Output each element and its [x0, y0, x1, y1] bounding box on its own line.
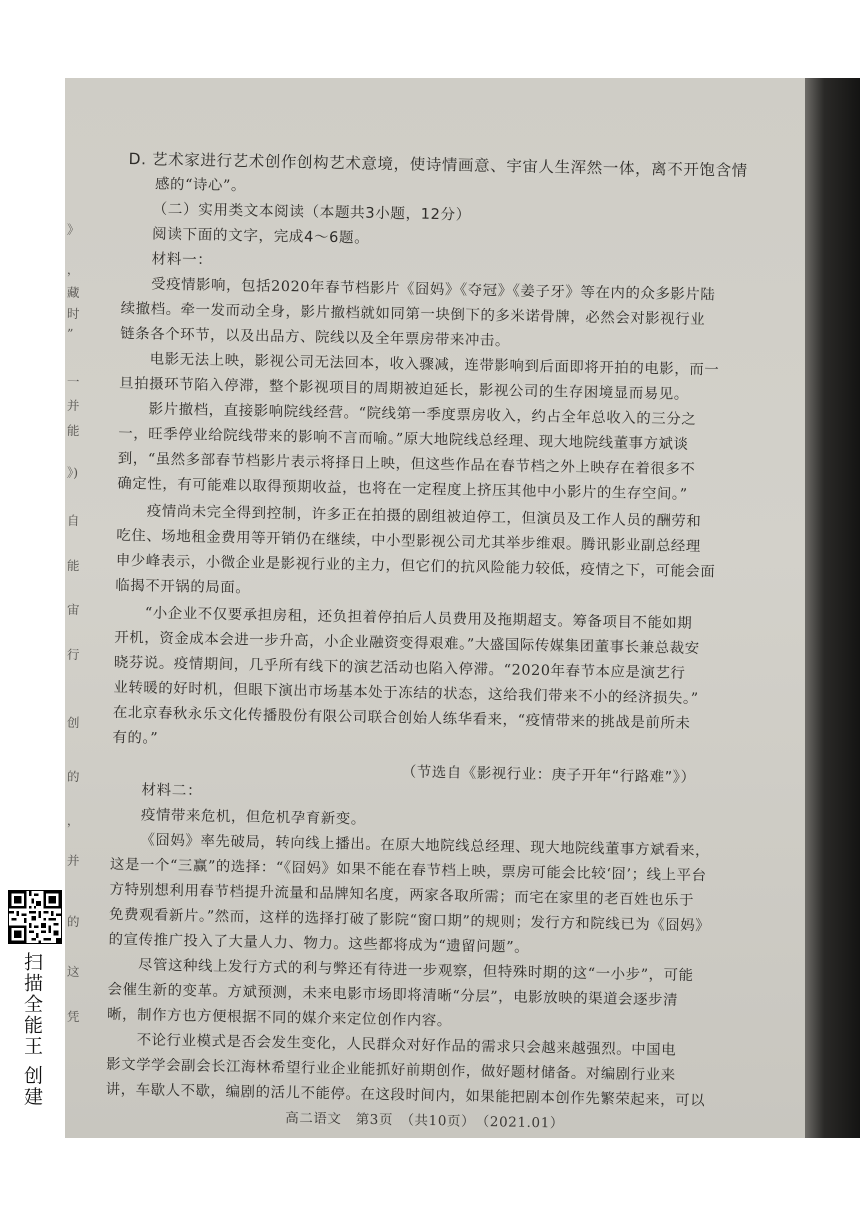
- section-heading: （二）实用类文本阅读（本题共3小题，12分）: [152, 200, 472, 224]
- paragraph-line: 晰，制作方也方便根据不同的媒介来定位创作内容。: [106, 1006, 453, 1030]
- margin-char: 并: [66, 397, 80, 414]
- paragraph-line: 这是一个“三赢”的选择：“《囧妈》如果不能在春节档上映，票房可能会比较‘囧’；线上平台: [109, 856, 707, 885]
- material-2-label: 材料二：: [141, 781, 203, 800]
- material-1-label: 材料一：: [151, 250, 213, 269]
- paragraph-line: 影文学学会副会长江海林希望行业企业能抓好前期创作，做好题材储备。对编剧行业来: [106, 1056, 676, 1084]
- page-shadow-edge: [805, 78, 860, 1138]
- page-footer: 高二语文 第3页 （共10页） （2021.01）: [285, 1110, 565, 1132]
- option-d-line-2: 感的“诗心”。: [154, 176, 247, 195]
- margin-char: 自: [66, 512, 80, 529]
- qr-code-icon: [8, 890, 62, 944]
- paragraph-line: 到，“虽然多部春节档影片表示将择日上映，但这些作品在春节档之外上映存在着很多不: [117, 450, 696, 478]
- margin-char: 藏: [66, 284, 80, 301]
- paragraph-line: “小企业不仅要承担房租，还负担着停拍后人员费用及拖期超支。筹备项目不能如期: [144, 605, 693, 632]
- paragraph-line: 免费观看新片。”然而，这样的选择打破了影院“窗口期”的规则；发行方和院线已为《囧妈》: [108, 906, 711, 935]
- paragraph-line: 续撤档。牵一发而动全身，影片撤档就如同第一块倒下的多米诺骨牌，必然会对影视行业: [120, 300, 706, 329]
- margin-char: 时: [66, 305, 80, 322]
- exam-page: [65, 78, 815, 1138]
- margin-char: 并: [66, 852, 80, 869]
- paragraph-line: 确定性，有可能难以取得预期收益，也将在一定程度上挤压其他中小影片的生存空间。”: [117, 475, 688, 503]
- margin-char: 》): [66, 464, 79, 481]
- margin-char: 能: [66, 557, 80, 574]
- margin-char: 》: [66, 221, 80, 238]
- margin-char: 创: [66, 714, 80, 731]
- paragraph-line: 尽管这种线上发行方式的利与弊还有待进一步观察，但特殊时期的这“一小步”，可能: [137, 957, 694, 985]
- paragraph-line: 受疫情影响，包括2020年春节档影片《囧妈》《夺冠》《姜子牙》等在内的众多影片陆: [151, 276, 716, 304]
- paragraph-line: 的宣传推广投入了大量人力、物力。这些都将成为“遗留问题”。: [108, 931, 530, 956]
- paragraph-line: 链条各个环节，以及出品方、院线以及全年票房带来冲击。: [120, 325, 511, 350]
- paragraph-line: 申少峰表示，小微企业是影视行业的主力，但它们的抗风险能力较低，疫情之下，可能会面: [115, 552, 716, 581]
- margin-char: 的: [66, 768, 80, 785]
- instruction: 阅读下面的文字，完成4～6题。: [151, 225, 370, 247]
- previous-page-margin: [65, 78, 95, 1138]
- paragraph-line: 有的。”: [112, 729, 159, 747]
- paragraph-line: 疫情带来危机，但危机孕育新变。: [140, 807, 366, 828]
- margin-char: 这: [66, 963, 80, 980]
- paragraph-line: 疫情尚未完全得到控制，许多正在拍摄的剧组被迫停工，但演员及工作人员的酬劳和: [146, 503, 702, 531]
- margin-char: 一: [66, 373, 80, 390]
- margin-char: 能: [66, 422, 80, 439]
- margin-char: 的: [66, 913, 80, 930]
- margin-char: 宙: [66, 601, 80, 618]
- paragraph-line: 吃住、场地租金费用等开销仍在继续，中小型影视公司尤其举步维艰。腾讯影业副总经理: [116, 527, 702, 556]
- scanned-photo: [65, 78, 860, 1138]
- paragraph-line: 晓芬说。疫情期间，几乎所有线下的演艺活动也陷入停滞。“2020年春节本应是演艺行: [113, 654, 686, 682]
- margin-char: 凭: [66, 1008, 80, 1025]
- paragraph-line: 会催生新的变革。方斌预测，未来电影市场即将清晰“分层”，电影放映的渠道会逐步清: [107, 981, 679, 1009]
- paragraph-line: 影片撤档，直接影响院线经营。“院线第一季度票房收入，约占全年总收入的三分之: [148, 401, 697, 428]
- margin-char: ，: [66, 261, 80, 278]
- paragraph-line: 业转暖的好时机，但眼下演出市场基本处于冻结的状态，这给我们带来不小的经济损失。”: [113, 679, 699, 708]
- paragraph-line: 一，旺季停业给院线带来的影响不言而喻。”原大地院线总经理、现大地院线董事方斌谈: [118, 425, 689, 453]
- paragraph-line: 电影无法上映，影视公司无法回本，收入骤减，连带影响到后面即将开拍的电影，而一: [149, 351, 720, 379]
- paragraph-line: 旦拍摄环节陷入停滞，整个影视项目的周期被迫延长，影视公司的生存困境显而易见。: [119, 375, 689, 403]
- paragraph-line: 在北京春秋永乐文化传播股份有限公司联合创始人练华看来，“疫情带来的挑战是前所未: [112, 704, 691, 732]
- paragraph-line: 讲，车歇人不歇，编剧的活儿不能停。在这段时间内，如果能把剧本创作先繁荣起来，可以: [105, 1081, 706, 1110]
- paragraph-line: 方特别想利用春节档提升流量和品牌知名度，两家各取所需；而宅在家里的老百姓也乐于: [109, 881, 695, 910]
- paragraph-line: 开机，资金成本会进一步升高，小企业融资变得艰难。”大盛国际传媒集团董事长兼总裁安: [114, 629, 700, 658]
- margin-char: ”: [66, 325, 74, 342]
- paragraph-line: 临揭不开锅的局面。: [115, 577, 251, 597]
- paragraph-line: 《囧妈》率先破局，转向线上播出。在原大地院线总经理、现大地院线董事方斌看来，: [140, 832, 711, 860]
- margin-char: 行: [66, 646, 80, 663]
- source-citation: （节选自《影视行业：庚子开年“行路难”》）: [401, 764, 696, 787]
- option-d-line-1: D. 艺术家进行艺术创作创构艺术意境，使诗情画意、宇宙人生浑然一体，离不开饱含情: [128, 150, 748, 180]
- margin-char: ，: [66, 812, 80, 829]
- scanner-watermark: 扫描全能王 创建: [21, 952, 43, 1108]
- paragraph-line: 不论行业模式是否会发生变化，人民群众对好作品的需求只会越来越强烈。中国电: [136, 1032, 677, 1059]
